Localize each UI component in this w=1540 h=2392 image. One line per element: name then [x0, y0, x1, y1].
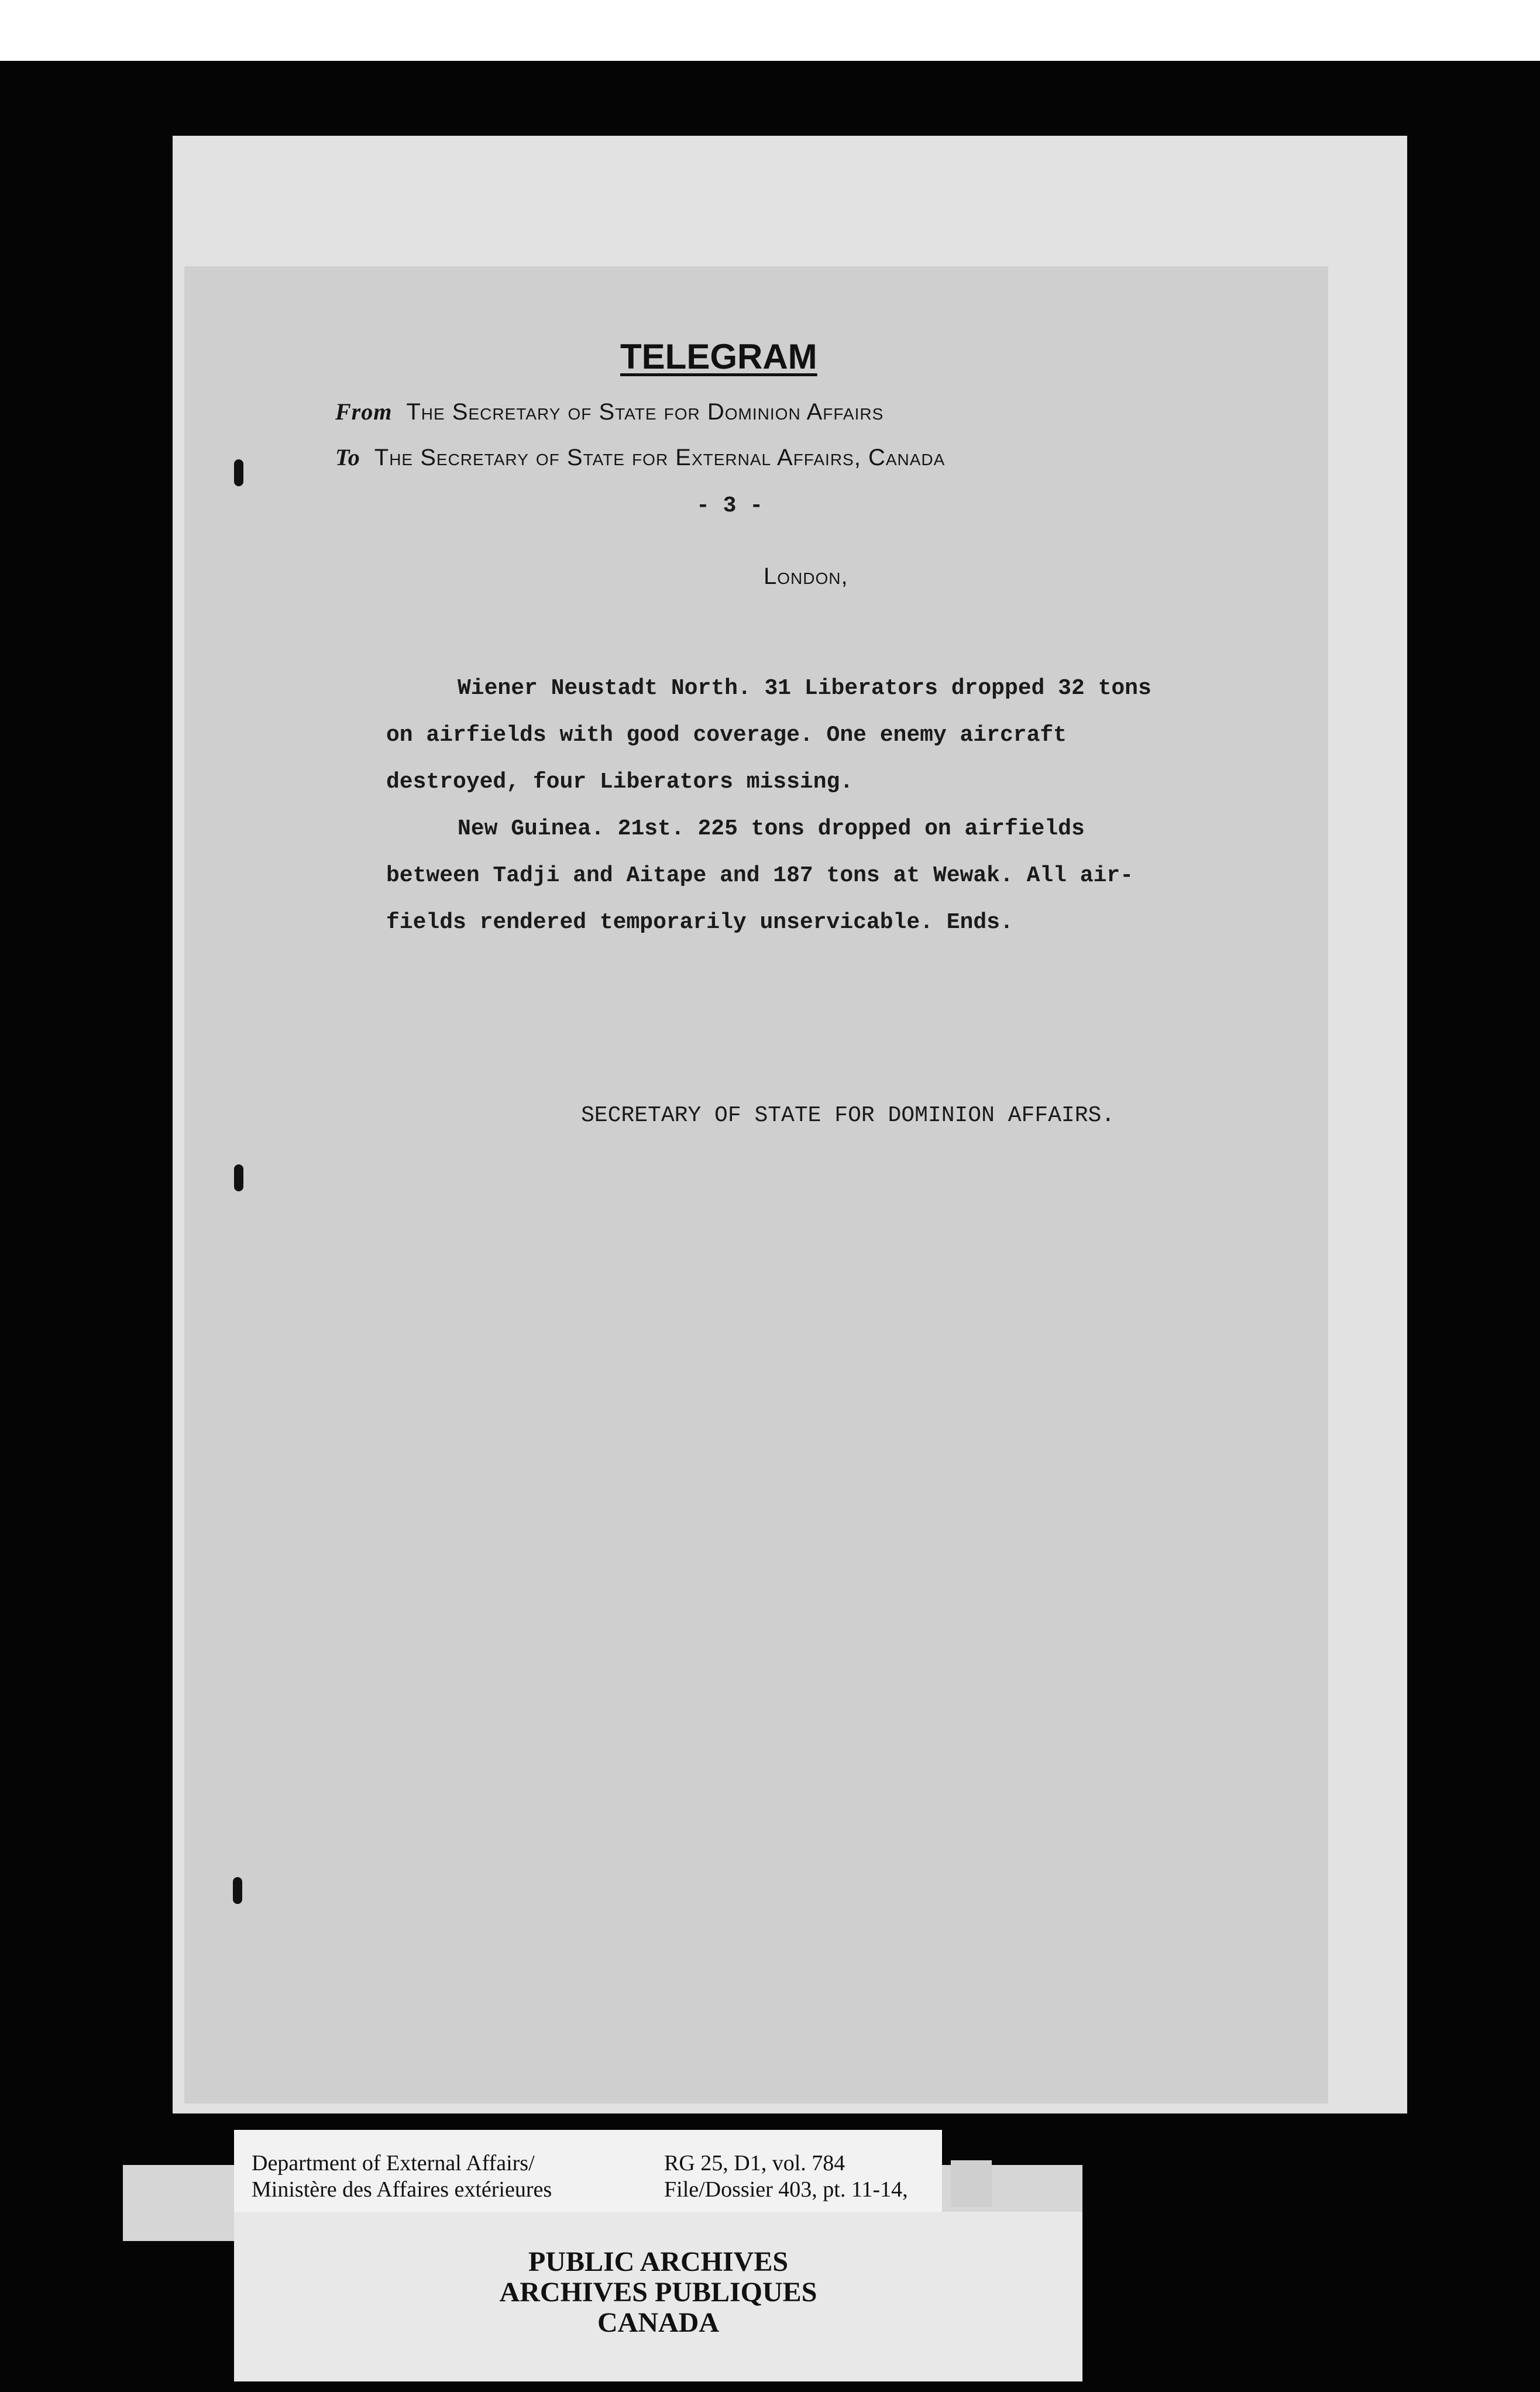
place-line: London, — [764, 563, 848, 589]
signature: SECRETARY OF STATE FOR DOMINION AFFAIRS. — [581, 1103, 1115, 1128]
from-line — [335, 398, 884, 425]
reference-line1: RG 25, D1, vol. 784 — [664, 2151, 845, 2176]
from-label: From — [335, 398, 393, 425]
archive-stamp-line2: ARCHIVES PUBLIQUES — [499, 2277, 817, 2308]
body-line: New Guinea. 21st. 225 tons dropped on airfields — [458, 816, 1085, 841]
top-margin-strip — [0, 0, 1540, 61]
punch-hole — [234, 1164, 243, 1191]
to-text: The Secretary of State for External Affairs, Canada — [374, 445, 946, 470]
body-line: on airfields with good coverage. One enemy aircraft — [386, 723, 1067, 748]
body-line: fields rendered temporarily unservicable. Ends. — [386, 910, 1013, 935]
to-label: To — [335, 444, 360, 470]
department-line2: Ministère des Affaires extérieures — [252, 2177, 552, 2202]
to-line — [335, 444, 945, 471]
telegram-title: TELEGRAM — [620, 337, 817, 376]
label-tab — [951, 2160, 992, 2207]
archive-stamp-line1: PUBLIC ARCHIVES — [528, 2246, 789, 2277]
telegram-page — [184, 266, 1328, 2104]
reference-line2: File/Dossier 403, pt. 11-14, — [664, 2177, 908, 2202]
department-line1: Department of External Affairs/ — [252, 2151, 535, 2176]
body-line: destroyed, four Liberators missing. — [386, 769, 854, 795]
body-line: between Tadji and Aitape and 187 tons at Wewak. All air- — [386, 863, 1134, 888]
from-text: The Secretary of State for Dominion Affairs — [406, 399, 884, 425]
punch-hole — [233, 1877, 242, 1904]
body-line: Wiener Neustadt North. 31 Liberators dropped 32 tons — [458, 676, 1151, 701]
page-number: - 3 - — [696, 493, 764, 518]
archive-stamp-line3: CANADA — [597, 2307, 719, 2338]
punch-hole — [234, 459, 243, 486]
